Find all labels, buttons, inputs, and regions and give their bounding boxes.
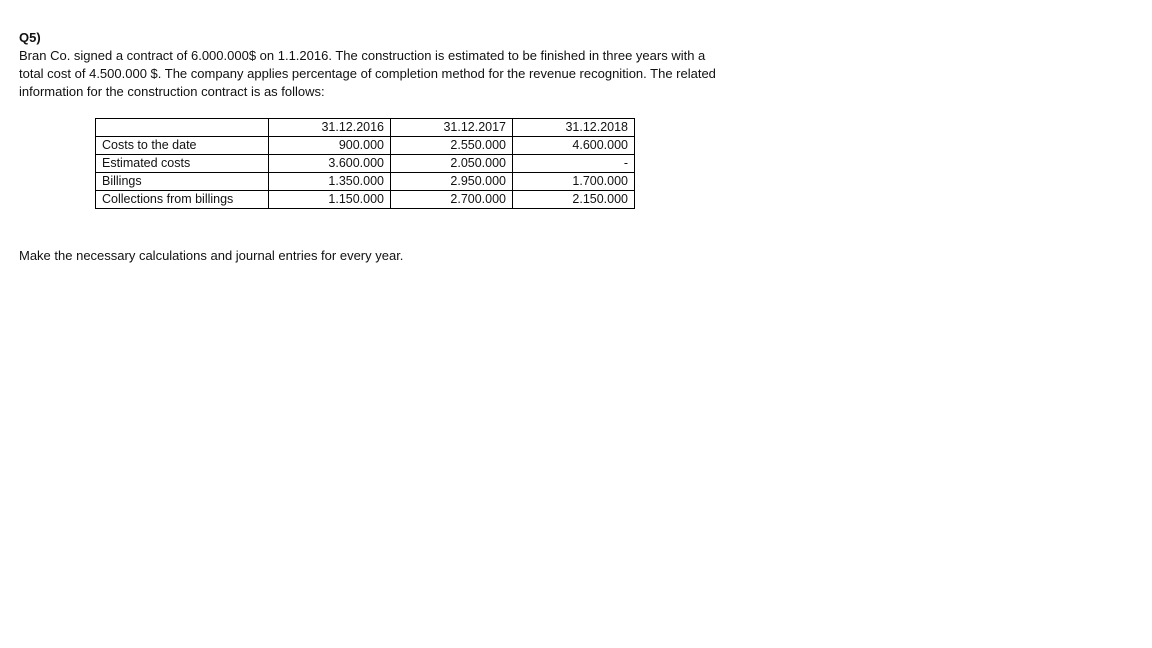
question-title: Q5) — [19, 30, 41, 45]
row-label: Estimated costs — [96, 155, 269, 173]
table-header-blank — [96, 119, 269, 137]
table-cell: 1.700.000 — [513, 173, 635, 191]
table-cell: 2.700.000 — [391, 191, 513, 209]
contract-table — [95, 118, 635, 209]
table-header-cell: 31.12.2016 — [269, 119, 391, 137]
question-block — [19, 29, 739, 101]
table-cell: 2.050.000 — [391, 155, 513, 173]
table-header-row — [96, 119, 635, 137]
table-row — [96, 191, 635, 209]
row-label: Costs to the date — [96, 137, 269, 155]
table-row — [96, 173, 635, 191]
table-cell: 2.550.000 — [391, 137, 513, 155]
row-label: Billings — [96, 173, 269, 191]
table-cell: 1.350.000 — [269, 173, 391, 191]
table-cell: 900.000 — [269, 137, 391, 155]
table-cell: 1.150.000 — [269, 191, 391, 209]
table-cell: - — [513, 155, 635, 173]
row-label: Collections from billings — [96, 191, 269, 209]
table-header-cell: 31.12.2018 — [513, 119, 635, 137]
table-header-cell: 31.12.2017 — [391, 119, 513, 137]
table-row — [96, 155, 635, 173]
instruction-text: Make the necessary calculations and journal entries for every year. — [19, 248, 404, 263]
table-cell: 2.950.000 — [391, 173, 513, 191]
table-cell: 3.600.000 — [269, 155, 391, 173]
table-cell: 2.150.000 — [513, 191, 635, 209]
question-paragraph: Bran Co. signed a contract of 6.000.000$ on 1.1.2016. The construction is estimated to be finished in three years with a total cost of 4.500.000 $. The company applies percentage of completion method for the revenue recognition. The related information for the construction contract is as follows: — [19, 48, 716, 99]
table-cell: 4.600.000 — [513, 137, 635, 155]
table-row — [96, 137, 635, 155]
